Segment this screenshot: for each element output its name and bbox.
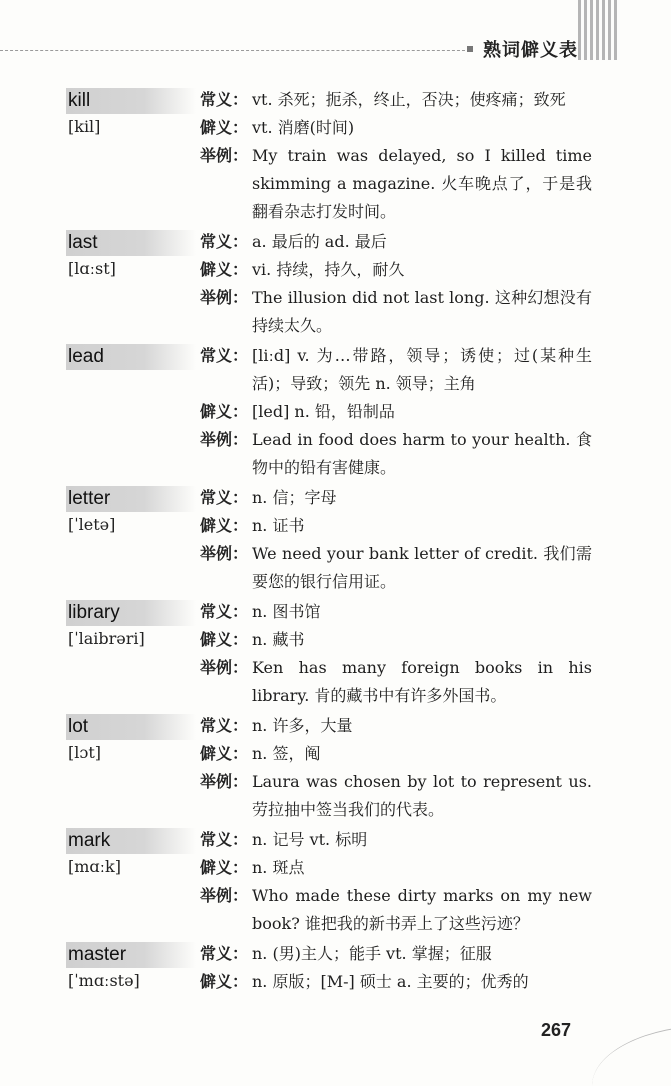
- example-label: 举例：: [200, 430, 249, 449]
- example-sentence: Ken has many foreign books in his library. 肯的藏书中有许多外国书。: [252, 658, 592, 705]
- common-meaning-row: [200, 228, 595, 256]
- common-meaning: n. 图书馆: [252, 602, 321, 621]
- common-meaning: n. 记号 vt. 标明: [252, 830, 368, 849]
- example-sentence: My train was delayed, so I killed time skimming a magazine. 火车晚点了，于是我翻看杂志打发时间。: [252, 146, 592, 221]
- rare-meaning-row: [200, 512, 595, 540]
- phonetic: [ˈletə]: [68, 515, 116, 534]
- common-meaning: n. 许多，大量: [252, 716, 353, 735]
- rare-label: 僻义：: [200, 402, 249, 421]
- example-sentence: Who made these dirty marks on my new book? 谁把我的新书弄上了这些污迹？: [252, 886, 592, 933]
- rare-meaning: n. 藏书: [252, 630, 305, 649]
- rare-meaning: [led] n. 铅，铅制品: [252, 402, 395, 421]
- common-label: 常义：: [200, 830, 249, 849]
- rare-label: 僻义：: [200, 260, 249, 279]
- common-meaning-row: [200, 712, 595, 740]
- phonetic: [ˈmɑːstə]: [68, 971, 140, 990]
- common-label: 常义：: [200, 488, 249, 507]
- common-meaning: a. 最后的 ad. 最后: [252, 232, 387, 251]
- headword: library: [66, 600, 196, 626]
- headword: lot: [66, 714, 196, 740]
- example-label: 举例：: [200, 658, 249, 677]
- rare-label: 僻义：: [200, 118, 249, 137]
- common-label: 常义：: [200, 346, 249, 365]
- corner-decoration-icon: [578, 0, 622, 62]
- common-meaning: [liːd] v. 为…带路，领导；诱使；过(某种生活)；导致；领先 n. 领导；主角: [252, 346, 592, 393]
- common-meaning-row: [200, 598, 595, 626]
- headword: master: [66, 942, 196, 968]
- example-sentence: The illusion did not last long. 这种幻想没有持续太久。: [252, 288, 592, 335]
- rare-meaning: n. 斑点: [252, 858, 305, 877]
- example-sentence: Lead in food does harm to your health. 食物中的铅有害健康。: [252, 430, 592, 477]
- example-label: 举例：: [200, 544, 249, 563]
- common-meaning-row: [200, 484, 595, 512]
- headword: letter: [66, 486, 196, 512]
- phonetic: [ˈlaibrəri]: [68, 629, 145, 648]
- rare-label: 僻义：: [200, 516, 249, 535]
- rare-meaning-row: [200, 854, 595, 882]
- rare-meaning-row: [200, 398, 595, 426]
- headword: kill: [66, 88, 196, 114]
- example-row: [200, 882, 595, 938]
- common-meaning-row: [200, 86, 595, 114]
- headword: mark: [66, 828, 196, 854]
- headword: lead: [66, 344, 196, 370]
- common-meaning: n. (男)主人；能手 vt. 掌握；征服: [252, 944, 492, 963]
- rare-meaning-row: [200, 740, 595, 768]
- example-label: 举例：: [200, 772, 249, 791]
- common-label: 常义：: [200, 944, 249, 963]
- common-label: 常义：: [200, 90, 249, 109]
- rare-label: 僻义：: [200, 630, 249, 649]
- example-row: [200, 142, 595, 226]
- common-meaning: vt. 杀死；扼杀，终止，否决；使疼痛；致死: [252, 90, 566, 109]
- rare-meaning: vt. 消磨(时间): [252, 118, 355, 137]
- page-section-title: 熟词僻义表: [483, 40, 578, 61]
- rare-meaning: n. 签，阄: [252, 744, 321, 763]
- phonetic: [lɔt]: [68, 743, 101, 762]
- rare-meaning-row: [200, 114, 595, 142]
- example-label: 举例：: [200, 146, 249, 165]
- example-label: 举例：: [200, 288, 249, 307]
- example-label: 举例：: [200, 886, 249, 905]
- common-label: 常义：: [200, 602, 249, 621]
- example-sentence: We need your bank letter of credit. 我们需要您的银行信用证。: [252, 544, 592, 591]
- common-label: 常义：: [200, 232, 249, 251]
- common-meaning-row: [200, 342, 595, 398]
- phonetic: [kil]: [68, 117, 101, 136]
- header-rule: [0, 50, 470, 51]
- page-curl-decoration: [592, 1025, 671, 1086]
- rare-meaning-row: [200, 626, 595, 654]
- rare-label: 僻义：: [200, 972, 249, 991]
- rare-meaning: vi. 持续，持久，耐久: [252, 260, 405, 279]
- rare-meaning-row: [200, 968, 595, 996]
- example-row: [200, 654, 595, 710]
- phonetic: [mɑːk]: [68, 857, 121, 876]
- example-row: [200, 540, 595, 596]
- rare-label: 僻义：: [200, 858, 249, 877]
- phonetic: [lɑːst]: [68, 259, 116, 278]
- example-sentence: Laura was chosen by lot to represent us. 劳拉抽中签当我们的代表。: [252, 772, 592, 819]
- example-row: [200, 284, 595, 340]
- common-meaning-row: [200, 826, 595, 854]
- headword: last: [66, 230, 196, 256]
- common-label: 常义：: [200, 716, 249, 735]
- example-row: [200, 426, 595, 482]
- rare-meaning: n. 证书: [252, 516, 305, 535]
- rare-meaning-row: [200, 256, 595, 284]
- rare-meaning: n. 原版；[M-] 硕士 a. 主要的；优秀的: [252, 972, 529, 991]
- page-number: 267: [541, 1020, 572, 1040]
- common-meaning-row: [200, 940, 595, 968]
- common-meaning: n. 信；字母: [252, 488, 337, 507]
- rare-label: 僻义：: [200, 744, 249, 763]
- example-row: [200, 768, 595, 824]
- header-bullet-icon: [467, 46, 473, 52]
